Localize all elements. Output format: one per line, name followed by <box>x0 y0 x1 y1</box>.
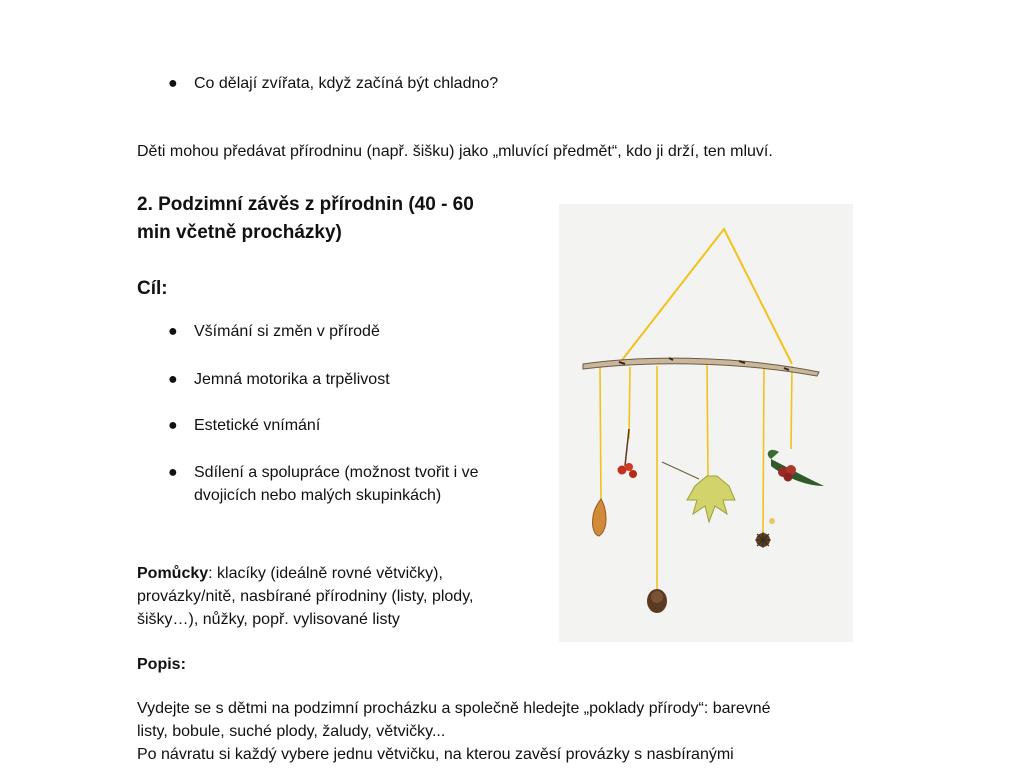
goal-item: Estetické vnímání <box>194 417 321 434</box>
string <box>791 366 792 449</box>
tools-paragraph <box>137 562 473 631</box>
tools-label: Pomůcky <box>137 565 209 582</box>
section-heading-line2: min včetně procházky) <box>137 222 342 243</box>
description-line: Po návratu si každý vybere jednu větvičku, na kterou zavěsí provázky s nasbíranými <box>137 746 734 763</box>
small-flower <box>769 518 775 524</box>
goal-heading: Cíl: <box>137 278 168 299</box>
string <box>629 367 630 439</box>
goal-item: Sdílení a spolupráce (možnost tvořit i ve <box>194 464 479 481</box>
string <box>600 367 601 504</box>
goal-item: Jemná motorika a trpělivost <box>194 371 390 388</box>
autumn-mobile-illustration <box>559 204 853 642</box>
section-heading <box>137 191 474 247</box>
description-paragraph <box>137 697 771 766</box>
autumn-mobile-photo <box>559 204 853 642</box>
intro-bullet-text: Co dělají zvířata, když začíná být chladno? <box>194 75 499 92</box>
spiky-burr <box>755 532 771 548</box>
goal-item-continuation: dvojicích nebo malých skupinkách) <box>194 487 442 504</box>
bullet-dot: ● <box>168 464 178 481</box>
bullet-dot: ● <box>168 75 178 92</box>
bullet-dot: ● <box>168 323 178 340</box>
tools-line1: : klacíky (ideálně rovné větvičky), <box>208 565 443 582</box>
description-heading: Popis: <box>137 656 186 673</box>
string <box>763 364 764 534</box>
section-heading-line1: 2. Podzimní závěs z přírodnin (40 - 60 <box>137 194 474 215</box>
pine-cone <box>647 589 667 613</box>
bullet-dot: ● <box>168 417 178 434</box>
bullet-dot: ● <box>168 371 178 388</box>
tools-line2: provázky/nitě, nasbírané přírodniny (listy, plody, <box>137 588 474 605</box>
string <box>707 364 708 479</box>
description-line: listy, bobule, suché plody, žaludy, větvičky... <box>137 723 446 740</box>
description-line: Vydejte se s dětmi na podzimní procházku a společně hledejte „poklady přírody“: barevné <box>137 700 771 717</box>
talking-object-paragraph: Děti mohou předávat přírodninu (např. šišku) jako „mluvící předmět“, kdo ji drží, ten mluví. <box>137 143 773 160</box>
tools-line3: šišky…), nůžky, popř. vylisované listy <box>137 611 400 628</box>
goal-item: Všímání si změn v přírodě <box>194 323 380 340</box>
photo-background <box>559 204 853 642</box>
